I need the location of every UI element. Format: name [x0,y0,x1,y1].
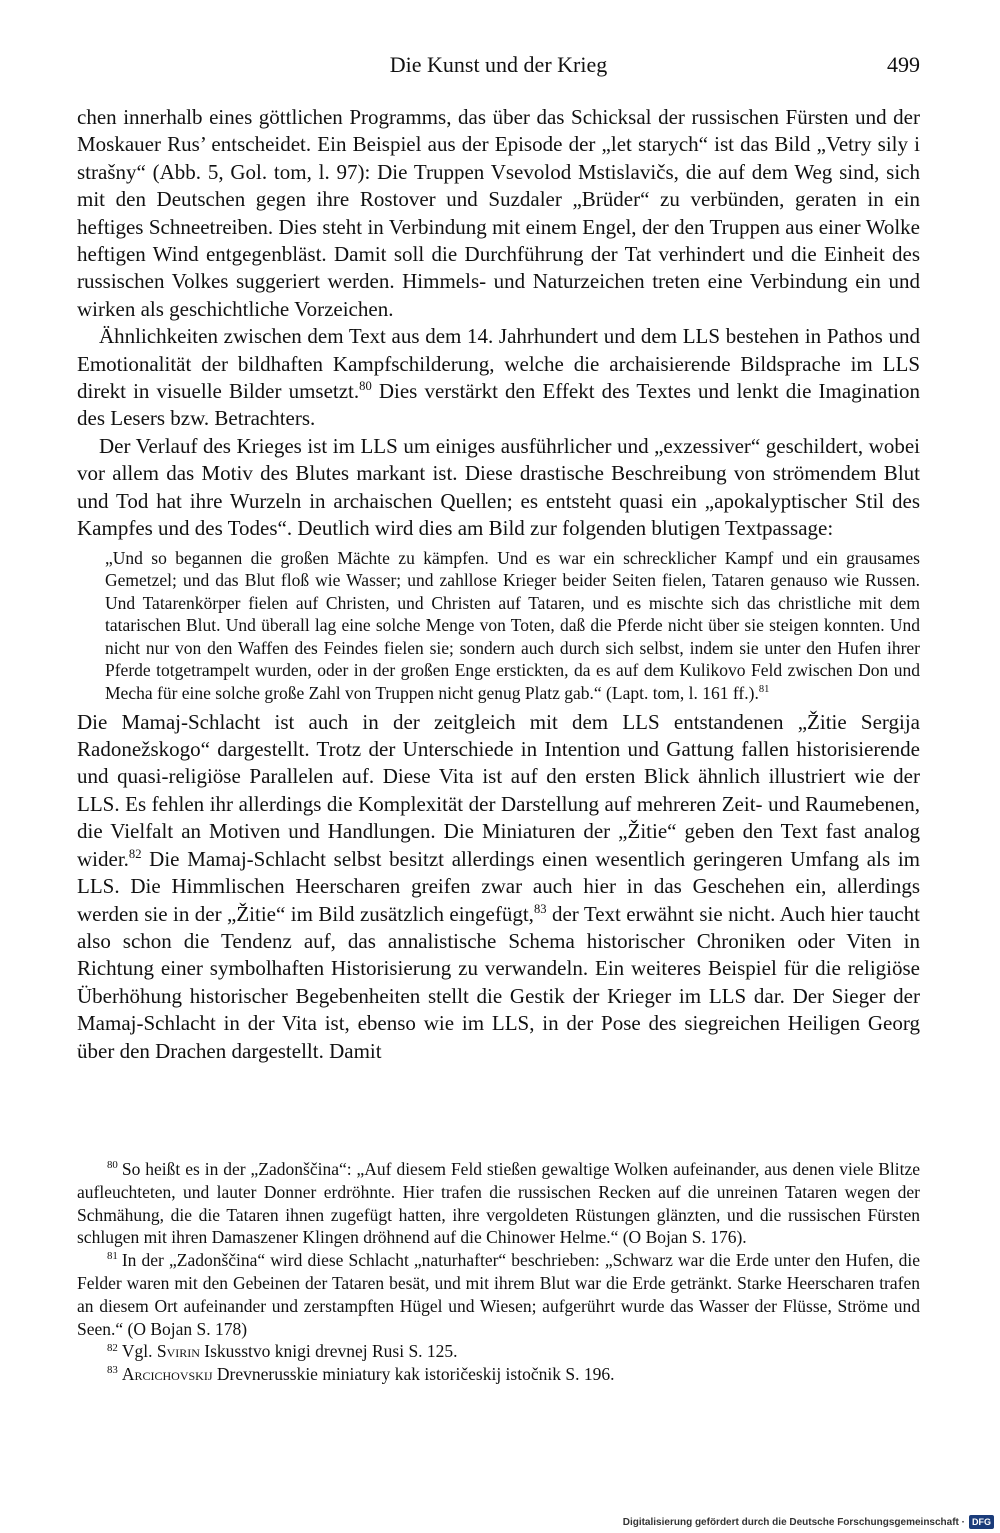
footnote-number: 83 [107,1364,118,1377]
footnote-number: 82 [107,1341,118,1354]
footnote-text: So heißt es in der „Zadonščina“: „Auf diesem Feld stießen gewaltige Wolken aufeinander, aus denen viele Blitze aufleuchteten, und lauter Donner erdröhnte. Hier trafen die russischen Recken auf die unreinen Tataren wegen der Schmähung, die die Tataren ihnen zugefügt hatten, ihre vergoldeten Rüstungen glänzten, und die russischen Fürsten schlugen mit ihren Damaszener Klingen dröhnend auf die Chinower Helme.“ (O Bojan S. 176). [77,1159,920,1248]
paragraph-4 [77,709,920,1065]
footnote-text: Iskusstvo knigi drevnej Rusi S. 125. [199,1341,458,1362]
paragraph-1: chen innerhalb eines göttlichen Programms, das über das Schicksal der russischen Fürsten und der Moskauer Rus’ entscheidet. Ein Beispiel aus der Episode der „let starych“ ist das Bild „Vetry sily i strašny“ (Abb. 5, Gol. tom, l. 97): Die Truppen Vsevolod Mstislavičs, die auf dem Weg sind, sich mit den Deutschen gegen ihre Rostover und Suzdaler „Brüder“ zu verbünden, geraten in ein heftiges Schneetreiben. Dies steht in Verbindung mit einem Engel, der den Truppen aus einer Wolke heftigen Wind entgegenbläst. Damit soll die Durchführung der Tat verhindert und die Einheit des russischen Volkes suggeriert werden. Himmels- und Naturzeichen treten eine Verbindung ein und wirken als geschichtliche Vorzeichen. [77,105,920,321]
footnote-83 [77,1363,920,1386]
digitization-credit [623,1515,994,1529]
footnote-ref-80[interactable]: 80 [359,379,372,394]
paragraph-2-text-a: Ähnlichkeiten zwischen dem Text aus dem 14. Jahrhundert und dem LLS bestehen in Pathos und Emotionalität der bildhaften Kampfschilderung, welche die archaisierende Bildsprache im LLS direkt in visuelle Bilder umsetzt. [77,324,920,404]
footnote-text: In der „Zadonščina“ wird diese Schlacht „naturhafter“ beschrieben: „Schwarz war die Erde unter den Hufen, die Felder waren mit den Gebeinen der Tataren besät, und mit ihrem Blut war die Erde getränkt. Starke Heerscharen trafen an diesem Ort aufeinander und zerstampften Hügel und Wiesen; aufgerührt wurde das Wasser der Flüsse, Ströme und Seen.“ (O Bojan S. 178) [77,1250,920,1339]
footnote-prefix: Vgl. [121,1341,157,1362]
footnote-author: Arcichovskij [121,1364,213,1385]
footnote-ref-83[interactable]: 83 [533,901,547,916]
page-header [77,52,920,82]
footnote-ref-81[interactable]: 81 [758,684,770,696]
footnote-81 [77,1249,920,1340]
paragraph-4-text-a: Die Mamaj-Schlacht ist auch in der zeitgleich mit dem LLS entstandenen „Žitie Sergija Radonežskogo“ dargestellt. Trotz der Unterschiede in Intention und Gattung fallen historisierende und quasi-religiöse Parallelen auf. Diese Vita ist auf den ersten Blick ähnlich illustriert wie der LLS. Es fehlen ihr allerdings die Komplexität der Darstellung auf mehreren Zeit- und Raumebenen, die Vielfalt an Motiven und Handlungen. Die Miniaturen der „Žitie“ geben den Text fast analog wider. [77,709,920,871]
footnote-82 [77,1340,920,1363]
page-number: 499 [887,52,920,77]
paragraph-4-text-b: Die Mamaj-Schlacht selbst besitzt allerdings einen wesentlich geringeren Umfang als im LLS. Die Himmlischen Heerscharen greifen zwar auch hier in das Geschehen ein, allerdings werden sie in der „Žitie“ im Bild zusätzlich eingefügt, [77,846,920,926]
block-quote [105,547,920,705]
paragraph-2 [77,323,920,433]
footnote-ref-82[interactable]: 82 [128,846,142,861]
footnote-number: 80 [107,1159,118,1172]
footnote-number: 81 [107,1250,118,1263]
paragraph-2-text-b: Dies verstärkt den Effekt des Textes und lenkt die Imagination des Lesers bzw. Betrachters. [77,379,920,431]
running-title: Die Kunst und der Krieg [389,52,608,77]
credit-text: Digitalisierung gefördert durch die Deutsche Forschungsgemeinschaft · [622,1516,965,1528]
footnote-80 [77,1158,920,1249]
footnotes [77,1158,920,1386]
main-text [77,104,920,1065]
paragraph-4-text-c: der Text erwähnt sie nicht. Auch hier taucht also schon die Tendenz auf, das annalistische Schema historischer Chroniken oder Viten in Richtung einer symbolhaften Historisierung zu verwandeln. Ein weiteres Beispiel für die religiöse Überhöhung historischer Begebenheiten stellt die Gestik der Krieger im LLS dar. Der Sieger der Mamaj-Schlacht in der Vita ist, ebenso wie im LLS, in der Pose des siegreichen Heiligen Georg über den Drachen dargestellt. Damit [77,901,920,1063]
block-quote-text: „Und so begannen die großen Mächte zu kämpfen. Und es war ein schrecklicher Kampf und ein grausames Gemetzel; und das Blut floß wie Wasser; und zahllose Krieger beider Seiten fielen, Tataren genauso wie Russen. Und Tatarenkörper fielen auf Christen, und Christen auf Tataren, und es mischte sich das christliche mit dem tatarischen Blut. Und überall lag eine solche Menge von Toten, daß die Pferde nicht über sie steigen konnten. Und nicht nur von den Waffen des Feindes fielen sie; sondern auch durch sich selbst, indem sie unter den Hufen ihrer Pferde totgetrampelt wurden, oder in der großen Enge erstickten, da es auf dem Kulikovo Feld zwischen Don und Mecha für eine solche große Zahl von Truppen nicht genug Platz gab.“ (Lapt. tom, l. 161 ff.). [105,547,920,704]
footnote-author: Svirin [156,1341,200,1362]
footnote-text: Drevnerusskie miniatury kak istoričeskij istočnik S. 196. [212,1364,615,1385]
paragraph-3: Der Verlauf des Krieges ist im LLS um einiges ausführlicher und „exzessiver“ geschildert, wobei vor allem das Motiv des Blutes markant ist. Diese drastische Beschreibung von strömendem Blut und Tod hat ihre Wurzeln in archaischen Quellen; es entsteht quasi ein „apokalyptischer Stil des Kampfes und des Todes“. Deutlich wird dies am Bild zur folgenden blutigen Textpassage: [77,433,920,541]
dfg-logo: DFG [969,1515,994,1529]
